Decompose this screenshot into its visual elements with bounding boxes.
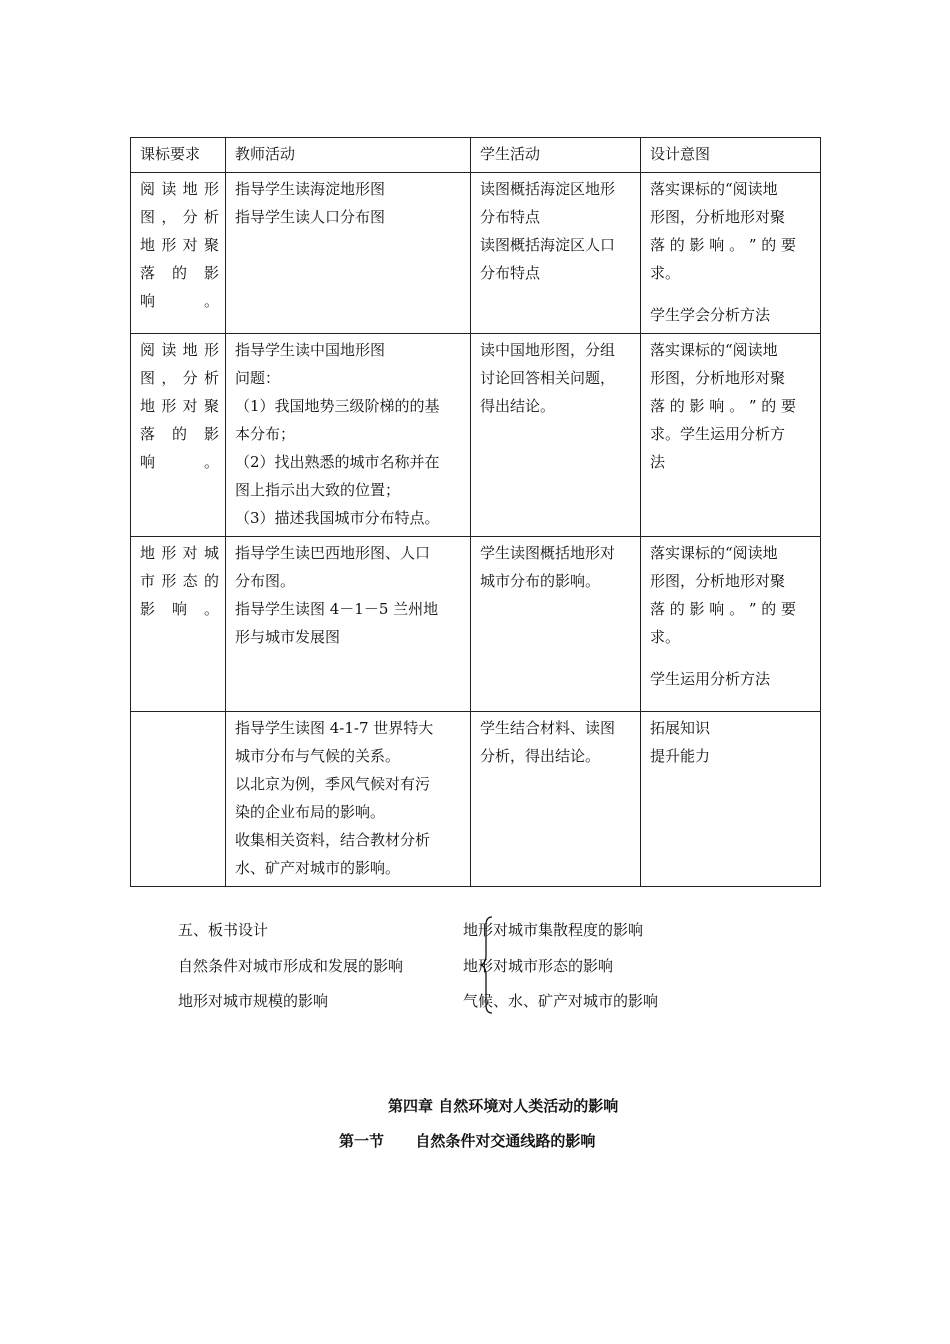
cell-intent-line: 求。学生运用分析方 <box>650 425 786 443</box>
cell-student-line: 城市分布的影响。 <box>480 572 601 590</box>
cell-teacher-line: （1）我国地势三级阶梯的的基 <box>235 397 440 415</box>
cell-student-line: 读图概括海淀区地形 <box>480 180 616 198</box>
cell-teacher-line: （3）描述我国城市分布特点。 <box>235 509 440 527</box>
header-student: 学生活动 <box>471 138 641 173</box>
table-row <box>131 334 821 537</box>
chapter-title: 第四章 自然环境对人类活动的影响 <box>388 1097 619 1115</box>
cell-intent <box>641 712 821 887</box>
cell-teacher <box>226 537 471 712</box>
header-teacher: 教师活动 <box>226 138 471 173</box>
cell-intent-line: 落 的 影 响 。 ” 的 要 <box>650 236 797 254</box>
cell-intent-line: 求。 <box>650 264 681 282</box>
cell-teacher-line: 指导学生读海淀地形图 <box>235 180 386 198</box>
board-left-item-1: 自然条件对城市形成和发展的影响 <box>178 957 404 975</box>
cell-teacher-line: 问题： <box>235 369 281 387</box>
cell-teacher-line: 城市分布与气候的关系。 <box>235 747 401 765</box>
cell-intent-line: 形图，分析地形对聚 <box>650 369 786 387</box>
cell-teacher <box>226 334 471 537</box>
cell-intent <box>641 537 821 712</box>
cell-student-line: 分布特点 <box>480 264 541 282</box>
cell-requirement-line: 阅读地形 <box>140 180 219 198</box>
board-left-item-2: 地形对城市规模的影响 <box>178 992 329 1010</box>
cell-requirement <box>131 712 226 887</box>
table-row <box>131 173 821 334</box>
board-title: 五、板书设计 <box>178 921 269 939</box>
cell-teacher-line: 分布图。 <box>235 572 296 590</box>
cell-requirement-line: 响。 <box>140 453 219 471</box>
cell-intent-line: 提升能力 <box>650 747 711 765</box>
cell-teacher <box>226 173 471 334</box>
cell-requirement-line: 影响。 <box>140 600 219 618</box>
cell-student-line: 读中国地形图，分组 <box>480 341 616 359</box>
cell-requirement <box>131 173 226 334</box>
cell-teacher-line: 指导学生读人口分布图 <box>235 208 386 226</box>
cell-intent-line: 拓展知识 <box>650 719 711 737</box>
cell-student-line: 讨论回答相关问题， <box>480 369 616 387</box>
cell-teacher-line: 指导学生读图 4－1－5 兰州地 <box>235 600 439 618</box>
cell-requirement-line: 图，分析 <box>140 369 219 387</box>
header-requirement: 课标要求 <box>131 138 226 173</box>
cell-requirement-line: 市形态的 <box>140 572 219 590</box>
cell-intent <box>641 173 821 334</box>
cell-teacher-line: 水、矿产对城市的影响。 <box>235 859 401 877</box>
cell-student-line: 学生读图概括地形对 <box>480 544 616 562</box>
cell-intent-line: 落实课标的“阅读地 <box>650 180 778 198</box>
cell-teacher-line: 染的企业布局的影响。 <box>235 803 386 821</box>
cell-student-line: 分布特点 <box>480 208 541 226</box>
cell-requirement-line: 落 的 影 <box>140 264 219 282</box>
cell-requirement-line: 地形对聚 <box>140 236 219 254</box>
cell-intent-line: 法 <box>650 453 666 471</box>
cell-student <box>471 173 641 334</box>
cell-requirement <box>131 537 226 712</box>
cell-teacher-line: 图上指示出大致的位置； <box>235 481 401 499</box>
cell-student-line: 学生结合材料、读图 <box>480 719 616 737</box>
cell-intent-line: 落实课标的“阅读地 <box>650 544 778 562</box>
cell-student-line: 分析，得出结论。 <box>480 747 601 765</box>
cell-requirement-line: 落 的 影 <box>140 425 219 443</box>
lesson-plan-table <box>130 137 821 887</box>
cell-requirement-line: 响。 <box>140 292 219 310</box>
cell-student <box>471 334 641 537</box>
cell-intent-line: 形图，分析地形对聚 <box>650 208 786 226</box>
board-right-item-3: 气候、水、矿产对城市的影响 <box>463 992 659 1010</box>
board-right-item-2: 地形对城市形态的影响 <box>463 957 614 975</box>
cell-teacher <box>226 712 471 887</box>
cell-intent-line: 落实课标的“阅读地 <box>650 341 778 359</box>
header-intent: 设计意图 <box>641 138 821 173</box>
cell-teacher-line: 指导学生读巴西地形图、人口 <box>235 544 431 562</box>
cell-student <box>471 537 641 712</box>
cell-teacher-line: （2）找出熟悉的城市名称并在 <box>235 453 440 471</box>
cell-intent-note: 学生运用分析方法 <box>650 670 771 688</box>
cell-intent-line: 落 的 影 响 。 ” 的 要 <box>650 600 797 618</box>
cell-teacher-line: 收集相关资料，结合教材分析 <box>235 831 431 849</box>
cell-requirement-line: 地形对城 <box>140 544 219 562</box>
cell-requirement-line: 阅读地形 <box>140 341 219 359</box>
section-title: 第一节 自然条件对交通线路的影响 <box>339 1132 596 1150</box>
cell-intent-line: 求。 <box>650 628 681 646</box>
board-right-item-1: 地形对城市集散程度的影响 <box>463 921 644 939</box>
table-row <box>131 712 821 887</box>
table-header-row <box>131 138 821 173</box>
cell-requirement-line: 图，分析 <box>140 208 219 226</box>
cell-intent-line: 形图，分析地形对聚 <box>650 572 786 590</box>
cell-teacher-line: 指导学生读中国地形图 <box>235 341 386 359</box>
table-row <box>131 537 821 712</box>
cell-intent-line: 落 的 影 响 。 ” 的 要 <box>650 397 797 415</box>
cell-student-line: 得出结论。 <box>480 397 556 415</box>
cell-student-line: 读图概括海淀区人口 <box>480 236 616 254</box>
cell-student <box>471 712 641 887</box>
cell-requirement <box>131 334 226 537</box>
cell-requirement-line: 地形对聚 <box>140 397 219 415</box>
cell-teacher-line: 以北京为例，季风气候对有污 <box>235 775 431 793</box>
cell-intent <box>641 334 821 537</box>
cell-intent-note: 学生学会分析方法 <box>650 306 771 324</box>
cell-teacher-line: 指导学生读图 4-1-7 世界特大 <box>235 719 434 737</box>
cell-teacher-line: 形与城市发展图 <box>235 628 341 646</box>
cell-teacher-line: 本分布； <box>235 425 296 443</box>
